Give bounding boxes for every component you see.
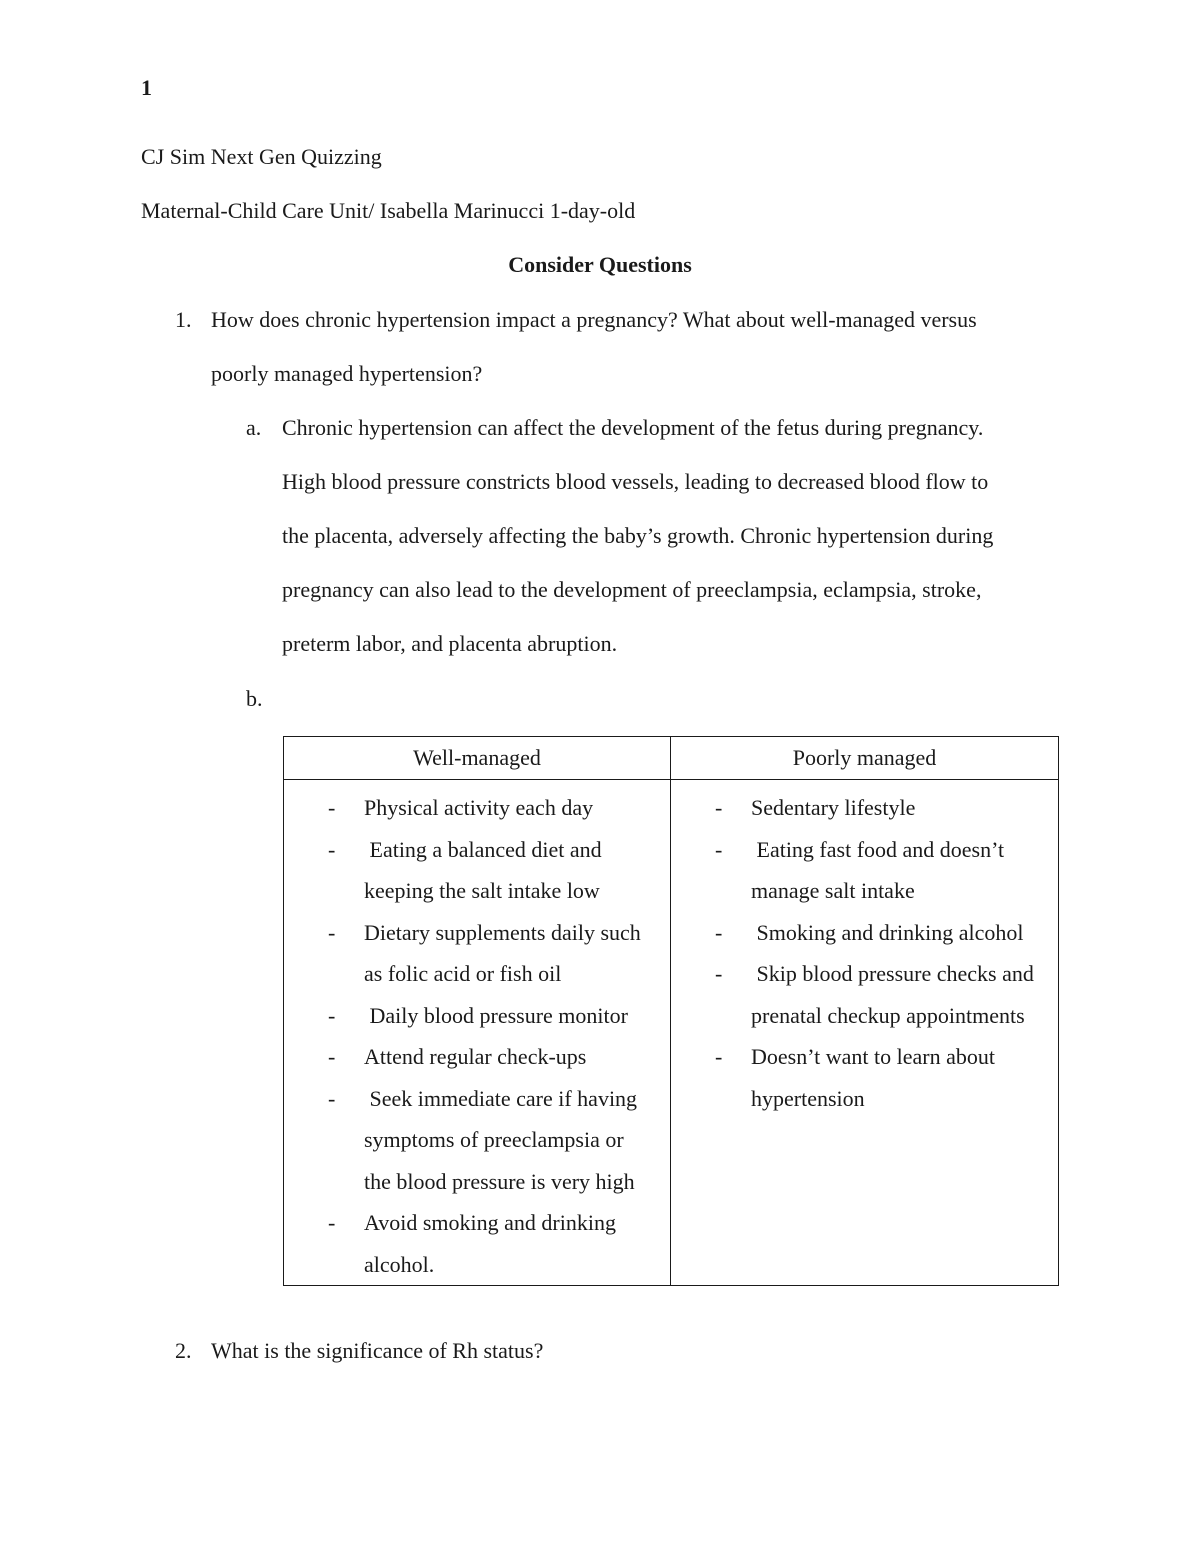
bullet-dash: - xyxy=(715,961,723,986)
bullet-dash: - xyxy=(328,836,336,862)
answer-a-line2: High blood pressure constricts blood vessels, leading to decreased blood flow to xyxy=(282,469,989,494)
document-title: CJ Sim Next Gen Quizzing xyxy=(141,144,382,169)
poorly-managed-cell xyxy=(671,780,1059,1286)
list-item: - Daily blood pressure monitor xyxy=(284,995,660,1037)
section-heading: Consider Questions xyxy=(508,252,692,277)
bullet-dash: - xyxy=(715,1044,723,1069)
document-subtitle: Maternal-Child Care Unit/ Isabella Marinucci 1-day-old xyxy=(141,198,636,223)
answer-a-line4: pregnancy can also lead to the development of preeclampsia, eclampsia, stroke, xyxy=(282,577,982,602)
list-item: - Doesn’t want to learn about hypertension xyxy=(671,1036,1058,1119)
list-item: - Attend regular check-ups xyxy=(284,1036,660,1078)
header-well-managed: Well-managed xyxy=(284,737,671,780)
answer-a-label: a. xyxy=(246,415,262,440)
well-managed-list xyxy=(284,780,670,1285)
question-1-text-line2: poorly managed hypertension? xyxy=(211,361,483,386)
list-item: - Skip blood pressure checks and prenatal checkup appointments xyxy=(671,953,1058,1036)
bullet-dash: - xyxy=(328,1044,336,1069)
list-item: - Eating a balanced diet and keeping the salt intake low xyxy=(284,829,660,912)
bullet-dash: - xyxy=(328,1085,336,1111)
page-number: 1 xyxy=(141,75,152,100)
hypertension-comparison-table xyxy=(283,736,1059,1286)
list-item: - Sedentary lifestyle xyxy=(671,787,1058,829)
bullet-dash: - xyxy=(328,1002,336,1028)
bullet-dash: - xyxy=(328,1210,336,1235)
list-item: - Eating fast food and doesn’t manage salt intake xyxy=(671,829,1058,912)
answer-b-label: b. xyxy=(246,686,263,711)
header-poorly-managed: Poorly managed xyxy=(671,737,1059,780)
list-item: - Avoid smoking and drinking alcohol. xyxy=(284,1202,660,1285)
well-managed-cell xyxy=(284,780,671,1286)
table-header-row xyxy=(284,737,1059,780)
bullet-dash: - xyxy=(328,795,336,820)
answer-a-line5: preterm labor, and placenta abruption. xyxy=(282,631,618,656)
question-2-text: What is the significance of Rh status? xyxy=(211,1338,544,1363)
poorly-managed-list xyxy=(671,780,1058,1119)
list-item: - Dietary supplements daily such as folic acid or fish oil xyxy=(284,912,660,995)
question-1-text-line1: How does chronic hypertension impact a pregnancy? What about well-managed versus xyxy=(211,307,977,332)
list-item: - Physical activity each day xyxy=(284,787,660,829)
bullet-dash: - xyxy=(715,836,723,862)
answer-a-line1: Chronic hypertension can affect the development of the fetus during pregnancy. xyxy=(282,415,984,440)
bullet-dash: - xyxy=(715,919,723,945)
bullet-dash: - xyxy=(328,919,336,945)
table-body-row xyxy=(284,780,1059,1286)
bullet-dash: - xyxy=(715,795,723,820)
list-item: - Smoking and drinking alcohol xyxy=(671,912,1058,954)
list-item: - Seek immediate care if having symptoms of preeclampsia or the blood pressure is very high xyxy=(284,1078,660,1203)
question-1-number: 1. xyxy=(175,307,192,332)
answer-a-line3: the placenta, adversely affecting the baby’s growth. Chronic hypertension during xyxy=(282,523,994,548)
question-2-number: 2. xyxy=(175,1338,192,1363)
